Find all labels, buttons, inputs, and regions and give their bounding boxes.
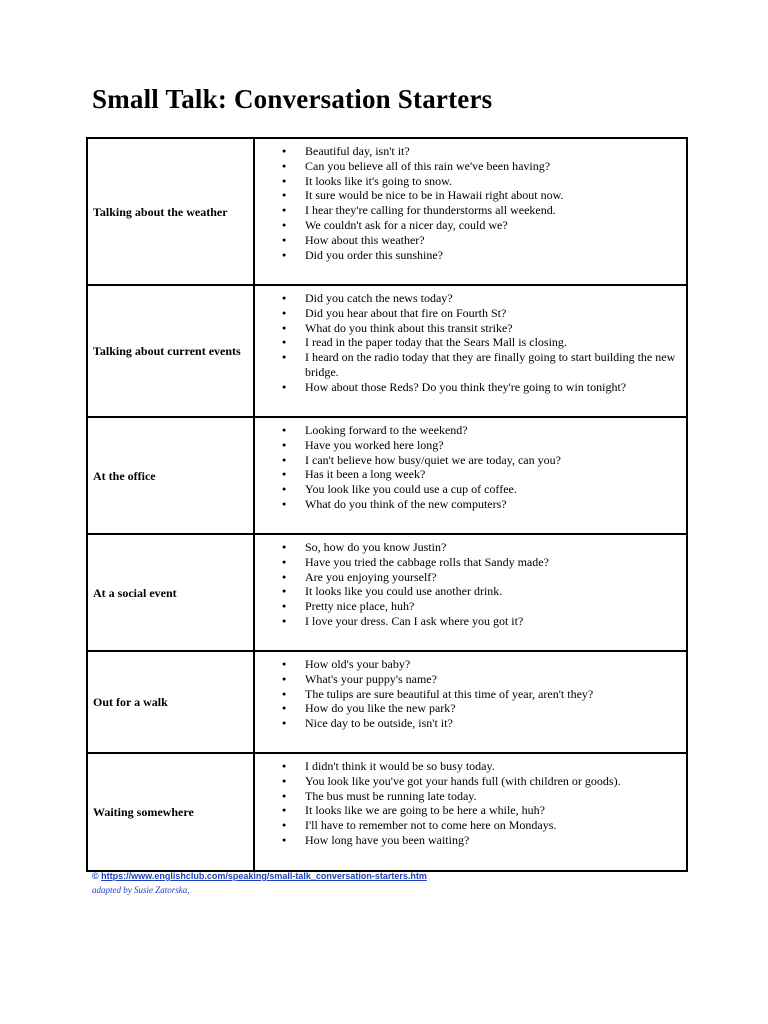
list-item: ● So, how do you know Justin? [255, 540, 680, 555]
phrase-cell [254, 285, 687, 417]
list-item: ● Pretty nice place, huh? [255, 599, 680, 614]
list-item: ● I read in the paper today that the Sears Mall is closing. [255, 335, 680, 350]
list-item: ● Did you hear about that fire on Fourth St? [255, 306, 680, 321]
copyright-symbol: © [92, 871, 99, 881]
table-row [87, 651, 687, 753]
list-item: ● It looks like we are going to be here a while, huh? [255, 803, 680, 818]
list-item: ● Nice day to be outside, isn't it? [255, 716, 680, 731]
list-item: ● We couldn't ask for a nicer day, could we? [255, 218, 680, 233]
page-title: Small Talk: Conversation Starters [92, 84, 493, 114]
topic-label: Talking about current events [87, 285, 254, 417]
list-item: ● I can't believe how busy/quiet we are today, can you? [255, 453, 680, 468]
topic-label: At a social event [87, 534, 254, 651]
phrase-list [255, 540, 680, 629]
list-item: ● It looks like you could use another drink. [255, 584, 680, 599]
list-item: ● How about this weather? [255, 233, 680, 248]
topic-label: Waiting somewhere [87, 753, 254, 871]
list-item: ● Have you worked here long? [255, 438, 680, 453]
phrase-list [255, 144, 680, 262]
list-item: ● How old's your baby? [255, 657, 680, 672]
list-item: ● Did you catch the news today? [255, 291, 680, 306]
list-item: ● How about those Reds? Do you think they're going to win tonight? [255, 380, 680, 395]
conversation-table [86, 137, 688, 872]
topic-label: Talking about the weather [87, 138, 254, 285]
phrase-cell [254, 417, 687, 534]
list-item: ● I hear they're calling for thunderstorms all weekend. [255, 203, 680, 218]
table-row [87, 417, 687, 534]
phrase-list [255, 423, 680, 512]
list-item: ● Are you enjoying yourself? [255, 570, 680, 585]
list-item: ● How long have you been waiting? [255, 833, 680, 848]
list-item: ● Have you tried the cabbage rolls that Sandy made? [255, 555, 680, 570]
credit-line: adapted by Susie Zatorska, [92, 885, 190, 895]
list-item: ● It sure would be nice to be in Hawaii right about now. [255, 188, 680, 203]
list-item: ● The tulips are sure beautiful at this time of year, aren't they? [255, 687, 680, 702]
topic-label: At the office [87, 417, 254, 534]
list-item: ● What do you think about this transit strike? [255, 321, 680, 336]
phrase-cell [254, 534, 687, 651]
list-item: ● How do you like the new park? [255, 701, 680, 716]
list-item: ● Can you believe all of this rain we've been having? [255, 159, 680, 174]
list-item: ● Did you order this sunshine? [255, 248, 680, 263]
list-item: ● I love your dress. Can I ask where you got it? [255, 614, 680, 629]
source-line [92, 871, 427, 881]
phrase-cell [254, 138, 687, 285]
table-row [87, 285, 687, 417]
list-item: ● What do you think of the new computers? [255, 497, 680, 512]
table-row [87, 138, 687, 285]
phrase-list [255, 759, 680, 848]
table-row [87, 534, 687, 651]
list-item: ● I didn't think it would be so busy today. [255, 759, 680, 774]
phrase-list [255, 657, 680, 731]
phrase-list [255, 291, 680, 395]
list-item: ● You look like you could use a cup of coffee. [255, 482, 680, 497]
phrase-cell [254, 753, 687, 871]
list-item: ● Beautiful day, isn't it? [255, 144, 680, 159]
source-link[interactable]: https://www.englishclub.com/speaking/small-talk_conversation-starters.htm [101, 871, 427, 881]
list-item: ● You look like you've got your hands full (with children or goods). [255, 774, 680, 789]
table-row [87, 753, 687, 871]
list-item: ● I heard on the radio today that they are finally going to start building the new bridge. [255, 350, 680, 380]
list-item: ● Has it been a long week? [255, 467, 680, 482]
topic-label: Out for a walk [87, 651, 254, 753]
list-item: ● The bus must be running late today. [255, 789, 680, 804]
list-item: ● I'll have to remember not to come here on Mondays. [255, 818, 680, 833]
list-item: ● Looking forward to the weekend? [255, 423, 680, 438]
list-item: ● What's your puppy's name? [255, 672, 680, 687]
list-item: ● It looks like it's going to snow. [255, 174, 680, 189]
phrase-cell [254, 651, 687, 753]
